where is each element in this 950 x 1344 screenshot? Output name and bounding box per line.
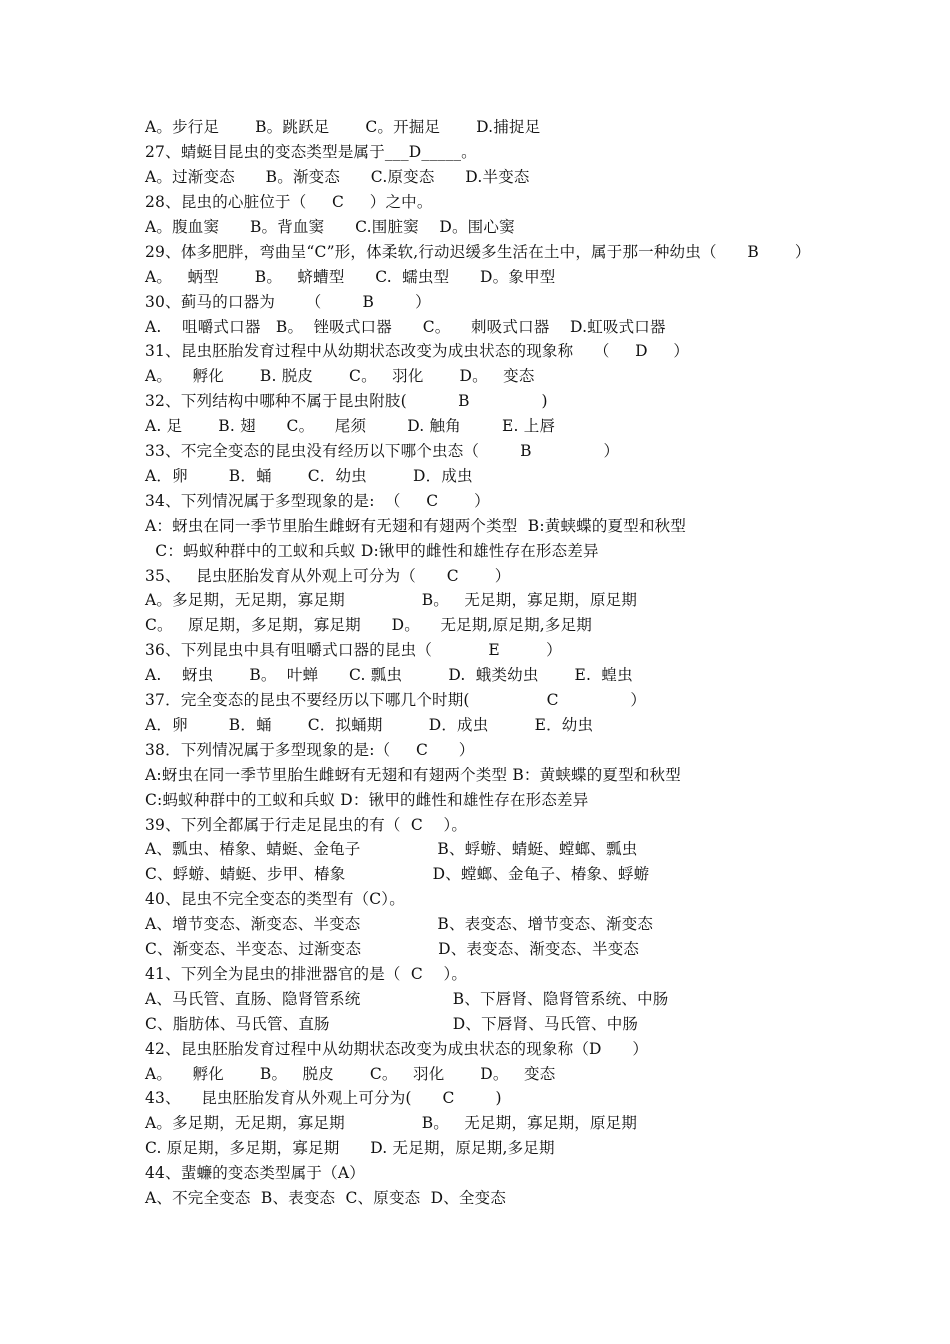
text-line-11 (145, 364, 535, 389)
text-line-16 (145, 489, 490, 514)
text: C、蜉蝣、蜻蜓、步甲、椿象 D、螳螂、金龟子、椿象、蜉蝣 (145, 865, 650, 884)
text-line-36 (145, 987, 668, 1012)
text: A。步行足 B。跳跃足 C。开掘足 D.捕捉足 (145, 118, 541, 137)
text: A。过渐变态 B。渐变态 C.原变态 D.半变态 (145, 168, 530, 187)
text: A。腹血窦 B。背血窦 C.围脏窦 D。围心窦 (145, 217, 515, 236)
text-line-12 (145, 389, 548, 414)
text-line-9 (145, 315, 666, 340)
text-line-39 (145, 1062, 555, 1087)
text: 39、下列全都属于行走足昆虫的有（ C ）。 (145, 815, 468, 834)
text: A. 蚜虫 B。 叶蝉 C. 瓢虫 D. 蛾类幼虫 E. 蝗虫 (145, 666, 633, 685)
text: A。 孵化 B. 脱皮 C。 羽化 D。 变态 (145, 367, 535, 386)
text: 32、下列结构中哪种不属于昆虫附肢( B ) (145, 392, 548, 411)
text-line-22 (145, 638, 562, 663)
text: 35、 昆虫胚胎发育从外观上可分为（ C ） (145, 566, 511, 585)
text-line-44 (145, 1186, 506, 1211)
text: 38．下列情况属于多型现象的是:（ C ） (145, 740, 475, 759)
text: A．卵 B．蛹 C．拟蛹期 D．成虫 E．幼虫 (145, 715, 594, 734)
text: A。 蛃型 B。 蛴螬型 C. 蠕虫型 D。象甲型 (145, 267, 556, 286)
text-line-19 (145, 564, 510, 589)
text-line-38 (145, 1037, 648, 1062)
text-line-6 (145, 240, 811, 265)
text-line-13 (145, 414, 555, 439)
text-line-37 (145, 1012, 638, 1037)
text-line-28 (145, 788, 588, 813)
text: A、不完全变态 B、表变态 C、原变态 D、全变态 (145, 1189, 507, 1207)
text: 42、昆虫胚胎发育过程中从幼期状态改变为成虫状态的现象称（D ） (145, 1039, 649, 1058)
text-line-3 (145, 165, 530, 190)
text: C、脂肪体、马氏管、直肠 D、下唇肾、马氏管、中肠 (145, 1014, 639, 1033)
text: C：蚂蚁种群中的工蚁和兵蚁 D:锹甲的雌性和雄性存在形态差异 (145, 541, 599, 560)
text: 40、昆虫不完全变态的类型有（C）。 (145, 890, 405, 909)
text: A。 孵化 B。 脱皮 C。 羽化 D。 变态 (145, 1064, 556, 1083)
text: C:蚂蚁种群中的工蚁和兵蚁 D：锹甲的雌性和雄性存在形态差异 (145, 790, 589, 809)
text-line-32 (145, 887, 405, 912)
text-line-17 (145, 514, 686, 539)
text: A：蚜虫在同一季节里胎生雌蚜有无翅和有翅两个类型 B:黄蛱蝶的夏型和秋型 (145, 516, 687, 535)
text: A. 足 B. 翅 C。 尾须 D. 触角 E. 上唇 (145, 417, 556, 436)
text-line-35 (145, 962, 467, 987)
text: A。多足期，无足期，寡足期 B。 无足期，寡足期，原足期 (145, 1114, 638, 1133)
text: 36、下列昆虫中具有咀嚼式口器的昆虫（ E ） (145, 641, 562, 660)
text: 43、 昆虫胚胎发育从外观上可分为( C ) (145, 1089, 502, 1108)
text-line-29 (145, 813, 467, 838)
text: 34、下列情况属于多型现象的是: （ C ） (145, 491, 490, 510)
text-line-8 (145, 290, 431, 315)
text-line-30 (145, 837, 637, 862)
text: 29、体多肥胖，弯曲呈“C”形，体柔软,行动迟缓多生活在土中，属于那一种幼虫（ B ） (145, 242, 811, 261)
text-line-34 (145, 937, 639, 962)
text-line-31 (145, 862, 649, 887)
text: 41、下列全为昆虫的排泄器官的是（ C ）。 (145, 964, 468, 983)
text-line-14 (145, 439, 619, 464)
text-line-4 (145, 190, 433, 215)
text-line-7 (145, 265, 555, 290)
text-line-26 (145, 738, 475, 763)
text-line-18 (145, 539, 599, 564)
text-line-1 (145, 115, 540, 140)
text-line-21 (145, 613, 592, 638)
text: A. 咀嚼式口器 B。 锉吸式口器 C。 刺吸式口器 D.虹吸式口器 (145, 317, 666, 336)
text-line-10 (145, 339, 689, 364)
text-line-24 (145, 688, 646, 713)
text-line-23 (145, 663, 633, 688)
text: A．卵 B．蛹 C．幼虫 D．成虫 (145, 466, 473, 485)
text-line-27 (145, 763, 681, 788)
text: 30、蓟马的口器为 （ B ） (145, 292, 431, 311)
text-line-33 (145, 912, 653, 937)
text: A:蚜虫在同一季节里胎生雌蚜有无翅和有翅两个类型 B：黄蛱蝶的夏型和秋型 (145, 765, 681, 784)
text: A、马氏管、直肠、隐肾管系统 B、下唇肾、隐肾管系统、中肠 (145, 989, 669, 1008)
text-line-42 (145, 1136, 555, 1161)
text: C. 原足期，多足期，寡足期 D. 无足期，原足期,多足期 (145, 1139, 555, 1158)
text: 44、蜚蠊的变态类型属于（A） (145, 1164, 365, 1183)
text: 27、蜻蜓目昆虫的变态类型是属于___D_____。 (145, 143, 477, 162)
text: 28、昆虫的心脏位于（ C ）之中。 (145, 193, 433, 211)
text-line-25 (145, 713, 593, 738)
text-line-20 (145, 588, 637, 613)
text: 31、昆虫胚胎发育过程中从幼期状态改变为成虫状态的现象称 （ D ） (145, 342, 690, 361)
text-line-2 (145, 140, 477, 165)
text-line-41 (145, 1111, 637, 1136)
text: A、瓢虫、椿象、蜻蜓、金龟子 B、蜉蝣、蜻蜓、螳螂、瓢虫 (145, 840, 638, 859)
text-line-5 (145, 215, 515, 240)
text-line-15 (145, 464, 473, 489)
text: A。多足期，无足期，寡足期 B。 无足期，寡足期，原足期 (145, 591, 638, 610)
text-line-43 (145, 1161, 365, 1186)
text: 33、不完全变态的昆虫没有经历以下哪个虫态（ B ） (145, 442, 620, 460)
text-line-40 (145, 1086, 502, 1111)
text: A、增节变态、渐变态、半变态 B、表变态、增节变态、渐变态 (145, 915, 654, 934)
text: 37．完全变态的昆虫不要经历以下哪几个时期( C ） (145, 691, 647, 709)
text: C、渐变态、半变态、过渐变态 D、表变态、渐变态、半变态 (145, 940, 640, 958)
text: C。 原足期，多足期，寡足期 D。 无足期,原足期,多足期 (145, 616, 592, 635)
